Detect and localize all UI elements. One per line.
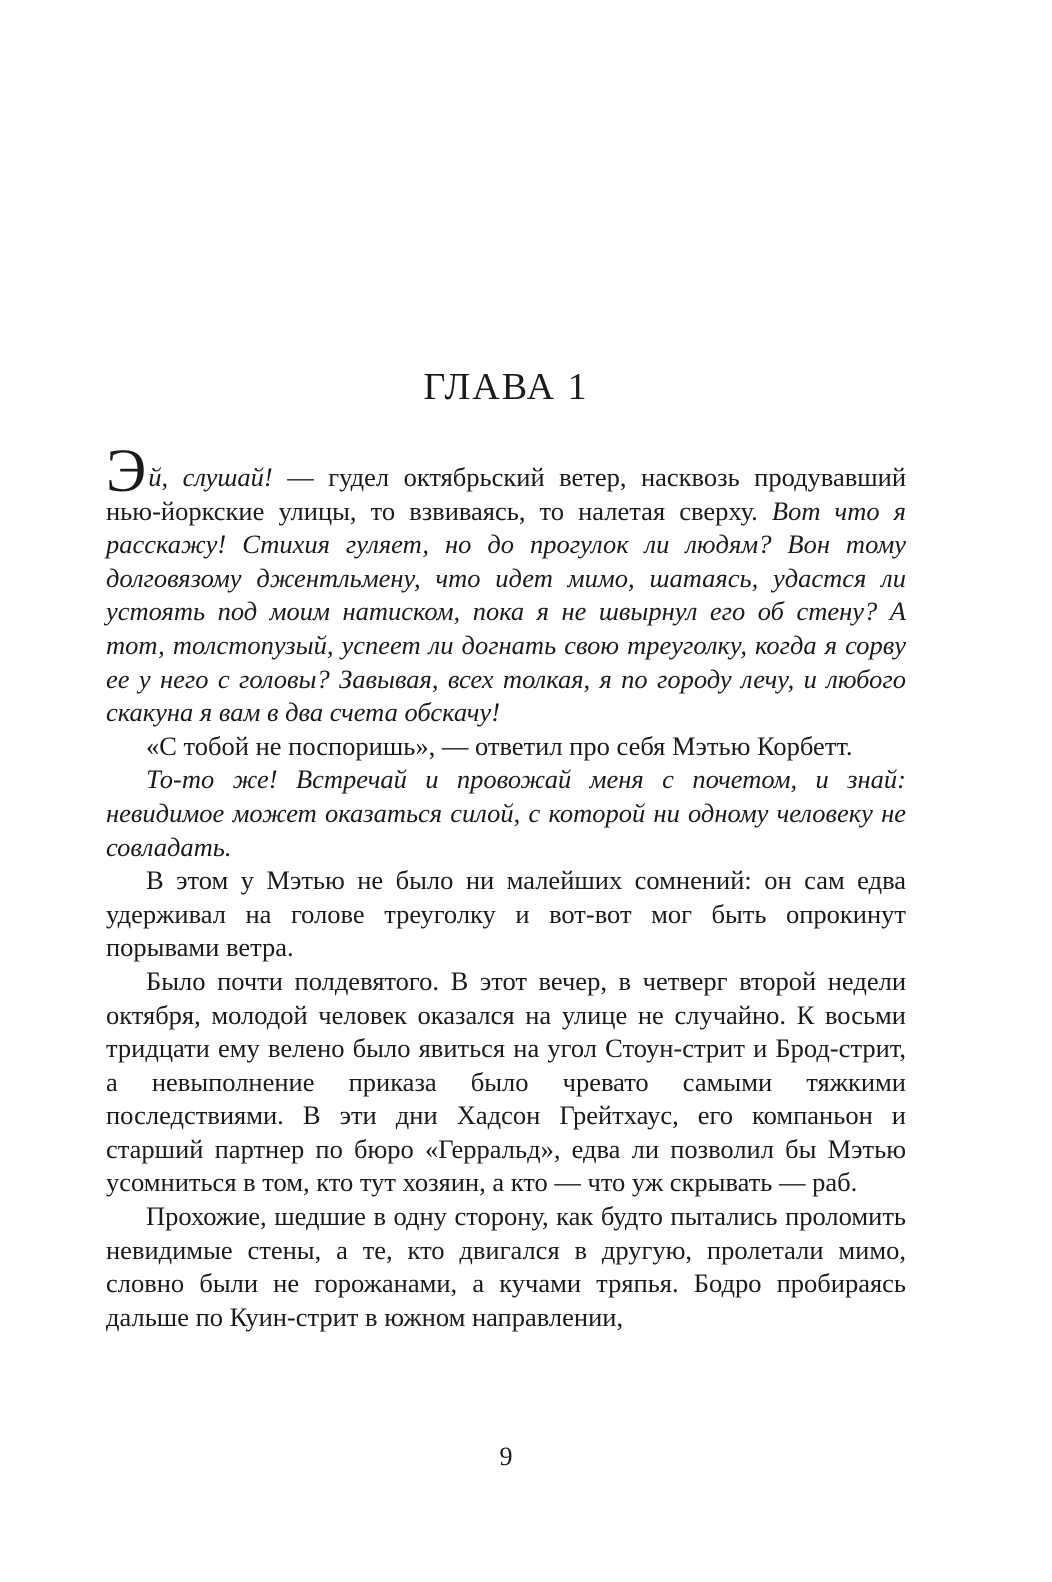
- italic-text-run: Вот что я расскажу! Стихия гуляет, но до прогулок ли людям? Вон тому долговязому джентльмену, что идет мимо, шатаясь, удастся ли устоять под моим натиском, пока я не швырнул его об стену? А тот, толстопузый, успеет ли догнать свою треуголку, когда я сорву ее у него с головы? Завывая, всех толкая, я по городу лечу, и любого скакуна я вам в два счета обскачу!: [106, 495, 906, 728]
- paragraph: [106, 438, 907, 730]
- paragraph: [106, 864, 906, 965]
- paragraph: [106, 763, 906, 864]
- italic-text-run: й, слушай!: [148, 462, 273, 492]
- text-run: «С тобой не поспоришь», — ответил про себя Мэтью Корбетт.: [146, 730, 853, 761]
- paragraph: [106, 965, 906, 1200]
- paragraph: [106, 730, 906, 764]
- drop-cap: Э: [106, 438, 147, 505]
- text-column: [106, 438, 907, 1334]
- chapter-heading: ГЛАВА 1: [423, 366, 589, 408]
- text-run: — гудел октябрьский ветер, насквозь продувавший нью-йоркские улицы, то взвиваясь, то налетая сверху.: [106, 462, 907, 526]
- paragraph: [106, 1200, 906, 1334]
- text-run: Было почти полдевятого. В этот вечер, в четверг второй недели октября, молодой человек оказался на улице не случайно. К восьми тридцати ему велено было явиться на угол Стоун-стрит и Брод-стрит, а невыполнение приказа было чревато самыми тяжкими последствиями. В эти дни Хадсон Грейтхаус, его компаньон и старший партнер по бюро «Герральд», едва ли позволил бы Мэтью усомниться в том, кто тут хозяин, а кто — что уж скрывать — раб.: [106, 965, 906, 1198]
- text-run: Прохожие, шедшие в одну сторону, как будто пытались проломить невидимые стены, а те, кто двигался в другую, пролетали мимо, словно были не горожанами, а кучами тряпья. Бодро пробираясь дальше по Куин-стрит в южном направлении,: [106, 1201, 906, 1332]
- page-number: 9: [499, 1442, 513, 1471]
- text-run: В этом у Мэтью не было ни малейших сомнений: он сам едва удерживал на голове треуголку и вот-вот мог быть опрокинут порывами ветра.: [106, 865, 906, 963]
- italic-text-run: То-то же! Встречай и провожай меня с почетом, и знай: невидимое может оказаться силой, с которой ни одному человеку не совладать.: [106, 764, 906, 862]
